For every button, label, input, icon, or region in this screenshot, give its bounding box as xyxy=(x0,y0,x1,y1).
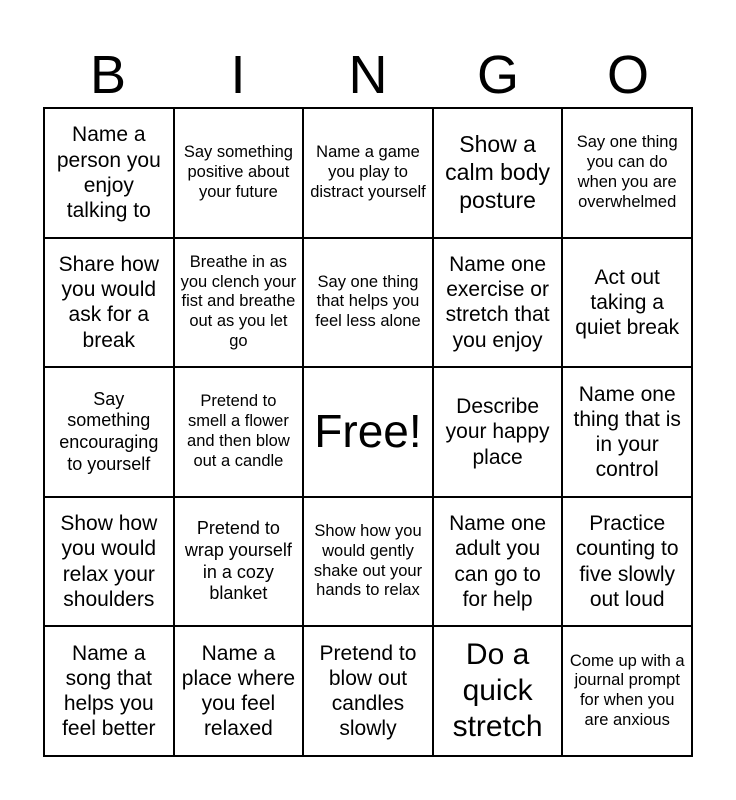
bingo-cell[interactable] xyxy=(174,626,304,756)
bingo-cell[interactable] xyxy=(303,108,433,238)
bingo-cell[interactable] xyxy=(433,497,563,627)
bingo-cell-text: Name one adult you can go to for help xyxy=(449,512,547,611)
bingo-cell[interactable] xyxy=(562,108,692,238)
bingo-cell-text: Pretend to blow out candles slowly xyxy=(319,641,417,741)
bingo-cell-text: Do a quick stretch xyxy=(452,638,543,744)
bingo-header xyxy=(43,44,693,106)
bingo-cell[interactable] xyxy=(303,238,433,368)
bingo-cell-text: Say something encouraging to yourself xyxy=(59,388,159,474)
bingo-cell[interactable] xyxy=(174,238,304,368)
header-letter-i: I xyxy=(230,45,246,105)
bingo-cell-text: Name one exercise or stretch that you enjoy xyxy=(445,253,550,352)
free-space-cell[interactable] xyxy=(303,367,433,497)
bingo-cell[interactable] xyxy=(174,497,304,627)
bingo-cell-text: Practice counting to five slowly out loud xyxy=(575,512,679,611)
bingo-cell[interactable] xyxy=(433,367,563,497)
header-letter-n: N xyxy=(348,45,388,105)
bingo-grid xyxy=(43,107,693,757)
bingo-cell[interactable] xyxy=(562,626,692,756)
bingo-cell-text: Name a person you enjoy talking to xyxy=(56,123,161,222)
bingo-cell-text: Show how you would gently shake out your hands to relax xyxy=(313,522,423,600)
header-letter-b: B xyxy=(89,45,127,105)
bingo-cell-text: Show how you would relax your shoulders xyxy=(60,512,158,611)
bingo-cell-text: Say one thing that helps you feel less alone xyxy=(315,272,421,331)
bingo-cell-text: Name a song that helps you feel better xyxy=(62,641,156,741)
bingo-cell[interactable] xyxy=(562,367,692,497)
bingo-cell[interactable] xyxy=(44,238,174,368)
bingo-cell[interactable] xyxy=(174,108,304,238)
bingo-cell[interactable] xyxy=(303,626,433,756)
bingo-cell-text: Free! xyxy=(314,405,422,458)
bingo-cell[interactable] xyxy=(44,626,174,756)
bingo-cell-text: Say something positive about your future xyxy=(183,143,293,201)
bingo-cell[interactable] xyxy=(433,626,563,756)
bingo-cell[interactable] xyxy=(174,367,304,497)
bingo-cell[interactable] xyxy=(562,497,692,627)
bingo-cell-text: Share how you would ask for a break xyxy=(58,253,159,352)
bingo-cell-text: Name a place where you feel relaxed xyxy=(181,641,295,741)
bingo-cell-text: Show a calm body posture xyxy=(445,131,550,213)
bingo-cell-text: Pretend to smell a flower and then blow out a candle xyxy=(187,392,290,470)
bingo-cell-text: Breathe in as you clench your fist and breathe out as you let go xyxy=(180,252,297,351)
header-letter-o: O xyxy=(606,45,649,105)
bingo-cell[interactable] xyxy=(433,238,563,368)
header-letter-g: G xyxy=(476,45,519,105)
bingo-cell-text: Act out taking a quiet break xyxy=(575,265,680,339)
bingo-cell[interactable] xyxy=(303,497,433,627)
bingo-cell-text: Pretend to wrap yourself in a cozy blanket xyxy=(184,518,292,604)
bingo-cell[interactable] xyxy=(433,108,563,238)
bingo-cell-text: Describe your happy place xyxy=(445,395,550,469)
bingo-cell[interactable] xyxy=(562,238,692,368)
bingo-cell[interactable] xyxy=(44,497,174,627)
bingo-cell-text: Come up with a journal prompt for when you are anxious xyxy=(569,651,685,729)
bingo-cell[interactable] xyxy=(44,367,174,497)
bingo-cell-text: Say one thing you can do when you are overwhelmed xyxy=(576,133,678,211)
bingo-cell-text: Name one thing that is in your control xyxy=(573,382,681,482)
bingo-cell[interactable] xyxy=(44,108,174,238)
bingo-cell-text: Name a game you play to distract yourself xyxy=(310,143,426,201)
